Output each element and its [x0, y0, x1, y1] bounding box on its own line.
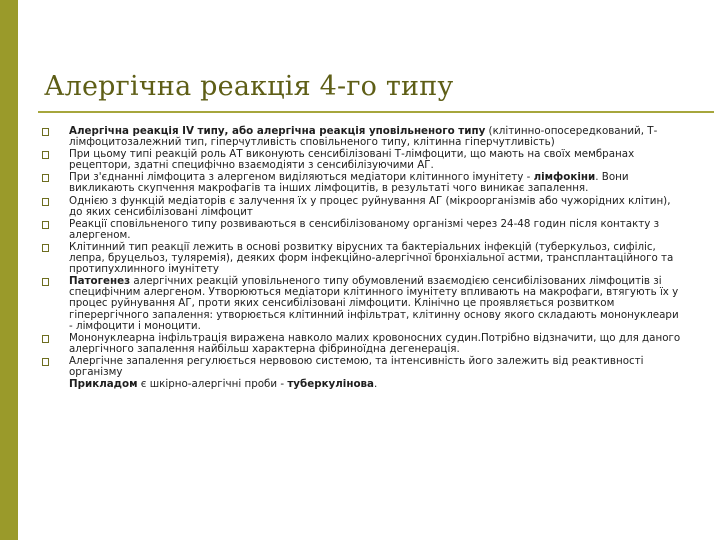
footer-bold-label: Прикладом	[69, 378, 138, 391]
item-text: (клітинно-опосередкований, Т-лімфоцитозалежний тип, гіперчутливість сповільненого типу, клітинна гіперчутливість)	[69, 125, 658, 149]
list-item	[42, 126, 682, 148]
square-bullet-icon	[42, 335, 49, 343]
item-bold-term: Патогенез	[69, 275, 131, 288]
list-item	[42, 333, 682, 355]
list-item	[42, 172, 682, 194]
list-item	[42, 356, 682, 378]
square-bullet-icon	[42, 358, 49, 366]
square-bullet-icon	[42, 278, 49, 286]
item-text: При цьому типі реакцій роль АТ виконують сенсибілізовані Т-лімфоцити, що мають на своїх мембранах рецептори, здатні специфічно взаємодіяти з сенсибілізуючими АГ.	[69, 148, 635, 172]
footer-end: .	[374, 378, 378, 391]
footer-text: є шкірно-алергічні проби -	[137, 378, 288, 391]
item-text: . Вони викликають скупчення макрофагів та інших лімфоцитів, в результаті чого виникає запалення.	[69, 171, 629, 195]
list-item	[42, 196, 682, 218]
square-bullet-icon	[42, 221, 49, 229]
item-text-before: При з'єднанні лімфоцита з алергеном виділяються медіатори клітинного імунітету -	[69, 171, 534, 184]
square-bullet-icon	[42, 198, 49, 206]
item-text: Клітинний тип реакції лежить в основі розвитку вірусних та бактеріальних інфекцій (туберкульоз, сифіліс, лепра, бруцельоз, туляремія), деяких форм інфекційно-алергічної бронхіальної астми, трансплантаційного та протипухлинного імунітету	[69, 240, 674, 276]
list-item	[42, 219, 682, 241]
square-bullet-icon	[42, 151, 49, 159]
item-text: Алергічне запалення регулюється нервовою системою, та інтенсивність його залежить від реактивності організму	[69, 354, 644, 378]
item-text: Однією з функцій медіаторів є залучення їх у процес руйнування АГ (мікроорганізмів або чужорідних клітин), до яких сенсибілізовані лімфоцит	[69, 194, 671, 218]
list-item	[42, 276, 682, 331]
square-bullet-icon	[42, 174, 49, 182]
left-accent-bar	[0, 0, 18, 540]
list-item	[42, 242, 682, 275]
title-divider	[38, 111, 714, 113]
item-text: алергічних реакцій уповільненого типу обумовлений взаємодією сенсибілізованих лімфоцитів зі специфічним алергеном. Утворюються медіатори клітинного імунітету впливають на макрофаги, втягують їх у процес руйнування АГ, проти яких сенсибілізовані лімфоцити. Клінічно це проявляється розвитком гіперергічного запалення: утворюється клітинний інфільтрат, клітинну основу якого складають мононуклеари - лімфоцити і моноцити.	[69, 275, 679, 332]
item-bold-term: Алергічна реакція IV типу, або алергічна реакція уповільненого типу	[69, 125, 486, 137]
square-bullet-icon	[42, 128, 49, 136]
square-bullet-icon	[42, 244, 49, 252]
footer-bold-term: туберкулінова	[287, 378, 374, 391]
footer-line	[42, 379, 682, 390]
item-text: Реакції сповільненого типу розвиваються в сенсибілізованому організмі через 24-48 годин після контакту з алергеном.	[69, 217, 660, 241]
list-item	[42, 149, 682, 171]
slide-title: Алергічна реакція 4-го типу	[44, 71, 454, 102]
bullet-list	[42, 126, 682, 390]
item-text: Мононуклеарна інфільтрація виражена навколо малих кровоносних судин.Потрібно відзначити, що для даного алергічного запалення найбільш характерна фібриноїдна дегенерація.	[69, 331, 681, 355]
item-bold-term: лімфокіни	[533, 171, 596, 184]
